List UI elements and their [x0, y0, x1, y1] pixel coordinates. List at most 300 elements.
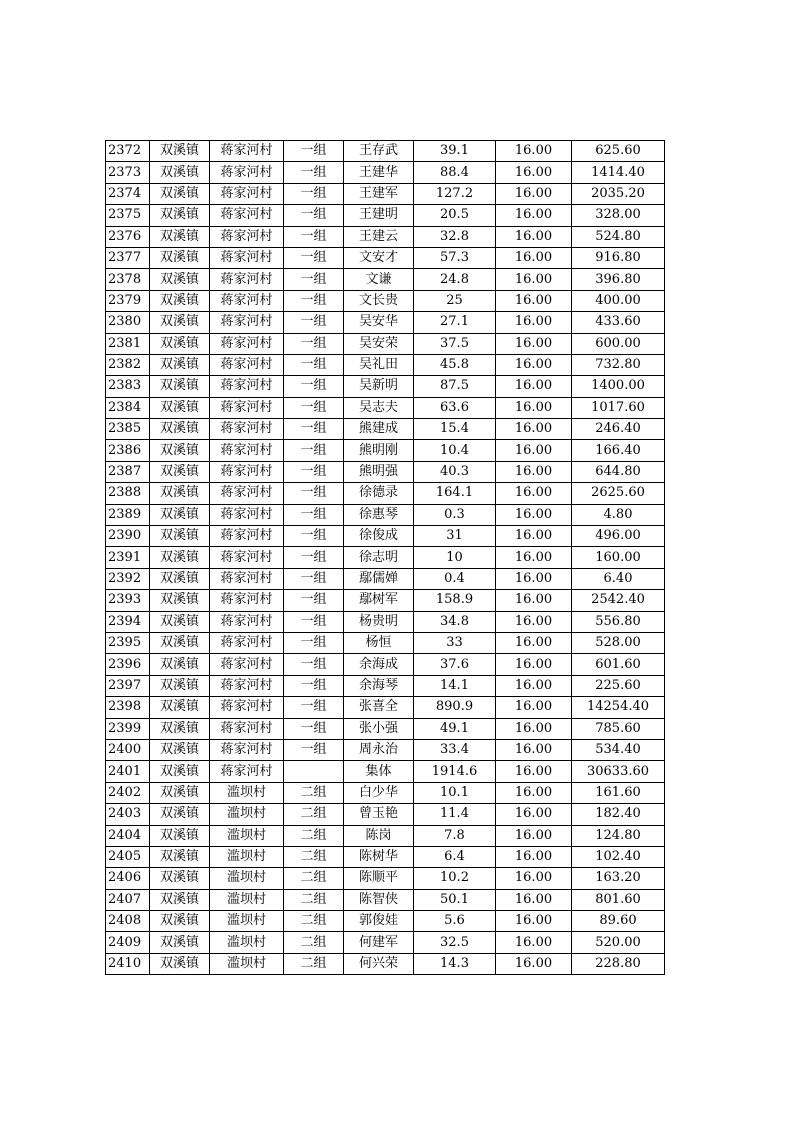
town-cell: 双溪镇 — [150, 141, 210, 162]
group-cell: 一组 — [284, 333, 344, 354]
village-cell: 滥坝村 — [210, 911, 284, 932]
rate-cell: 16.00 — [496, 718, 572, 739]
village-cell: 滥坝村 — [210, 804, 284, 825]
village-cell: 蒋家河村 — [210, 568, 284, 589]
area-cell: 40.3 — [414, 461, 496, 482]
village-cell: 蒋家河村 — [210, 526, 284, 547]
row-number-cell: 2393 — [106, 590, 150, 611]
town-cell: 双溪镇 — [150, 440, 210, 461]
group-cell: 二组 — [284, 932, 344, 953]
town-cell: 双溪镇 — [150, 547, 210, 568]
town-cell: 双溪镇 — [150, 825, 210, 846]
amount-cell: 801.60 — [572, 889, 665, 910]
town-cell: 双溪镇 — [150, 675, 210, 696]
area-cell: 0.3 — [414, 504, 496, 525]
town-cell: 双溪镇 — [150, 611, 210, 632]
area-cell: 127.2 — [414, 183, 496, 204]
town-cell: 双溪镇 — [150, 911, 210, 932]
amount-cell: 1400.00 — [572, 376, 665, 397]
row-number-cell: 2373 — [106, 162, 150, 183]
group-cell: 一组 — [284, 739, 344, 760]
village-cell: 蒋家河村 — [210, 632, 284, 653]
amount-cell: 246.40 — [572, 419, 665, 440]
rate-cell: 16.00 — [496, 333, 572, 354]
town-cell: 双溪镇 — [150, 782, 210, 803]
amount-cell: 520.00 — [572, 932, 665, 953]
table-row — [106, 590, 665, 611]
village-cell: 蒋家河村 — [210, 269, 284, 290]
table-row — [106, 718, 665, 739]
amount-cell: 524.80 — [572, 226, 665, 247]
area-cell: 37.6 — [414, 654, 496, 675]
amount-cell: 625.60 — [572, 141, 665, 162]
amount-cell: 534.40 — [572, 739, 665, 760]
row-number-cell: 2388 — [106, 483, 150, 504]
town-cell: 双溪镇 — [150, 718, 210, 739]
rate-cell: 16.00 — [496, 141, 572, 162]
village-cell: 蒋家河村 — [210, 397, 284, 418]
group-cell: 一组 — [284, 654, 344, 675]
area-cell: 1914.6 — [414, 761, 496, 782]
group-cell: 二组 — [284, 825, 344, 846]
table-row — [106, 141, 665, 162]
amount-cell: 556.80 — [572, 611, 665, 632]
town-cell: 双溪镇 — [150, 376, 210, 397]
area-cell: 5.6 — [414, 911, 496, 932]
rate-cell: 16.00 — [496, 183, 572, 204]
group-cell: 一组 — [284, 611, 344, 632]
table-row — [106, 397, 665, 418]
rate-cell: 16.00 — [496, 825, 572, 846]
town-cell: 双溪镇 — [150, 868, 210, 889]
group-cell: 一组 — [284, 141, 344, 162]
row-number-cell: 2405 — [106, 846, 150, 867]
group-cell: 一组 — [284, 162, 344, 183]
name-cell: 王存武 — [344, 141, 414, 162]
row-number-cell: 2382 — [106, 354, 150, 375]
area-cell: 63.6 — [414, 397, 496, 418]
village-cell: 蒋家河村 — [210, 247, 284, 268]
village-cell: 滥坝村 — [210, 932, 284, 953]
name-cell: 杨贵明 — [344, 611, 414, 632]
name-cell: 吴礼田 — [344, 354, 414, 375]
name-cell: 徐德录 — [344, 483, 414, 504]
amount-cell: 2625.60 — [572, 483, 665, 504]
rate-cell: 16.00 — [496, 654, 572, 675]
area-cell: 32.8 — [414, 226, 496, 247]
amount-cell: 528.00 — [572, 632, 665, 653]
group-cell: 一组 — [284, 675, 344, 696]
village-cell: 蒋家河村 — [210, 697, 284, 718]
group-cell: 一组 — [284, 526, 344, 547]
row-number-cell: 2380 — [106, 312, 150, 333]
rate-cell: 16.00 — [496, 889, 572, 910]
rate-cell: 16.00 — [496, 205, 572, 226]
row-number-cell: 2398 — [106, 697, 150, 718]
village-cell: 蒋家河村 — [210, 333, 284, 354]
rate-cell: 16.00 — [496, 675, 572, 696]
group-cell: 一组 — [284, 718, 344, 739]
area-cell: 57.3 — [414, 247, 496, 268]
table-row — [106, 804, 665, 825]
table-row — [106, 889, 665, 910]
name-cell: 陈树华 — [344, 846, 414, 867]
town-cell: 双溪镇 — [150, 846, 210, 867]
town-cell: 双溪镇 — [150, 526, 210, 547]
row-number-cell: 2401 — [106, 761, 150, 782]
area-cell: 88.4 — [414, 162, 496, 183]
table-row — [106, 461, 665, 482]
group-cell: 一组 — [284, 269, 344, 290]
group-cell: 一组 — [284, 697, 344, 718]
town-cell: 双溪镇 — [150, 483, 210, 504]
row-number-cell: 2397 — [106, 675, 150, 696]
group-cell: 二组 — [284, 953, 344, 974]
town-cell: 双溪镇 — [150, 333, 210, 354]
rate-cell: 16.00 — [496, 911, 572, 932]
row-number-cell: 2410 — [106, 953, 150, 974]
group-cell: 一组 — [284, 354, 344, 375]
group-cell: 一组 — [284, 312, 344, 333]
group-cell: 一组 — [284, 205, 344, 226]
name-cell: 熊明强 — [344, 461, 414, 482]
row-number-cell: 2383 — [106, 376, 150, 397]
rate-cell: 16.00 — [496, 312, 572, 333]
row-number-cell: 2400 — [106, 739, 150, 760]
area-cell: 14.3 — [414, 953, 496, 974]
row-number-cell: 2377 — [106, 247, 150, 268]
village-cell: 蒋家河村 — [210, 419, 284, 440]
town-cell: 双溪镇 — [150, 632, 210, 653]
name-cell: 郭俊娃 — [344, 911, 414, 932]
area-cell: 37.5 — [414, 333, 496, 354]
area-cell: 10.2 — [414, 868, 496, 889]
village-cell: 蒋家河村 — [210, 162, 284, 183]
group-cell: 一组 — [284, 226, 344, 247]
group-cell: 一组 — [284, 483, 344, 504]
name-cell: 余海琴 — [344, 675, 414, 696]
rate-cell: 16.00 — [496, 461, 572, 482]
area-cell: 158.9 — [414, 590, 496, 611]
town-cell: 双溪镇 — [150, 226, 210, 247]
town-cell: 双溪镇 — [150, 590, 210, 611]
name-cell: 王建华 — [344, 162, 414, 183]
amount-cell: 732.80 — [572, 354, 665, 375]
table-row — [106, 269, 665, 290]
name-cell: 文安才 — [344, 247, 414, 268]
rate-cell: 16.00 — [496, 440, 572, 461]
row-number-cell: 2384 — [106, 397, 150, 418]
village-cell: 滥坝村 — [210, 846, 284, 867]
table-row — [106, 504, 665, 525]
table-row — [106, 782, 665, 803]
village-cell: 蒋家河村 — [210, 590, 284, 611]
group-cell: 一组 — [284, 504, 344, 525]
rate-cell: 16.00 — [496, 953, 572, 974]
name-cell: 徐俊成 — [344, 526, 414, 547]
town-cell: 双溪镇 — [150, 889, 210, 910]
rate-cell: 16.00 — [496, 739, 572, 760]
village-cell: 蒋家河村 — [210, 547, 284, 568]
name-cell: 陈智侠 — [344, 889, 414, 910]
row-number-cell: 2403 — [106, 804, 150, 825]
area-cell: 10 — [414, 547, 496, 568]
village-cell: 滥坝村 — [210, 868, 284, 889]
row-number-cell: 2372 — [106, 141, 150, 162]
town-cell: 双溪镇 — [150, 419, 210, 440]
name-cell: 文谦 — [344, 269, 414, 290]
area-cell: 164.1 — [414, 483, 496, 504]
village-cell: 蒋家河村 — [210, 461, 284, 482]
town-cell: 双溪镇 — [150, 804, 210, 825]
name-cell: 张喜全 — [344, 697, 414, 718]
area-cell: 24.8 — [414, 269, 496, 290]
village-cell: 蒋家河村 — [210, 718, 284, 739]
row-number-cell: 2399 — [106, 718, 150, 739]
group-cell: 一组 — [284, 376, 344, 397]
town-cell: 双溪镇 — [150, 697, 210, 718]
village-cell: 蒋家河村 — [210, 440, 284, 461]
name-cell: 集体 — [344, 761, 414, 782]
area-cell: 14.1 — [414, 675, 496, 696]
name-cell: 吴安华 — [344, 312, 414, 333]
row-number-cell: 2378 — [106, 269, 150, 290]
group-cell: 一组 — [284, 632, 344, 653]
amount-cell: 328.00 — [572, 205, 665, 226]
table-row — [106, 547, 665, 568]
table-row — [106, 290, 665, 311]
area-cell: 87.5 — [414, 376, 496, 397]
amount-cell: 6.40 — [572, 568, 665, 589]
area-cell: 45.8 — [414, 354, 496, 375]
village-cell: 蒋家河村 — [210, 739, 284, 760]
name-cell: 吴志夫 — [344, 397, 414, 418]
area-cell: 32.5 — [414, 932, 496, 953]
table-row — [106, 953, 665, 974]
village-cell: 滥坝村 — [210, 825, 284, 846]
rate-cell: 16.00 — [496, 290, 572, 311]
name-cell: 陈顺平 — [344, 868, 414, 889]
rate-cell: 16.00 — [496, 269, 572, 290]
area-cell: 33.4 — [414, 739, 496, 760]
row-number-cell: 2408 — [106, 911, 150, 932]
rate-cell: 16.00 — [496, 804, 572, 825]
row-number-cell: 2389 — [106, 504, 150, 525]
row-number-cell: 2409 — [106, 932, 150, 953]
amount-cell: 1414.40 — [572, 162, 665, 183]
table-row — [106, 611, 665, 632]
rate-cell: 16.00 — [496, 526, 572, 547]
table-row — [106, 932, 665, 953]
group-cell: 一组 — [284, 247, 344, 268]
amount-cell: 228.80 — [572, 953, 665, 974]
amount-cell: 182.40 — [572, 804, 665, 825]
name-cell: 王建军 — [344, 183, 414, 204]
rate-cell: 16.00 — [496, 397, 572, 418]
area-cell: 15.4 — [414, 419, 496, 440]
row-number-cell: 2407 — [106, 889, 150, 910]
name-cell: 曾玉艳 — [344, 804, 414, 825]
area-cell: 0.4 — [414, 568, 496, 589]
name-cell: 鄢儒婵 — [344, 568, 414, 589]
village-cell: 蒋家河村 — [210, 141, 284, 162]
area-cell: 31 — [414, 526, 496, 547]
rate-cell: 16.00 — [496, 590, 572, 611]
village-cell: 蒋家河村 — [210, 675, 284, 696]
village-cell: 蒋家河村 — [210, 376, 284, 397]
village-cell: 蒋家河村 — [210, 654, 284, 675]
town-cell: 双溪镇 — [150, 654, 210, 675]
group-cell: 一组 — [284, 419, 344, 440]
rate-cell: 16.00 — [496, 782, 572, 803]
town-cell: 双溪镇 — [150, 761, 210, 782]
group-cell: 二组 — [284, 911, 344, 932]
group-cell: 一组 — [284, 397, 344, 418]
row-number-cell: 2395 — [106, 632, 150, 653]
table-row — [106, 483, 665, 504]
table-row — [106, 911, 665, 932]
village-cell: 蒋家河村 — [210, 483, 284, 504]
area-cell: 10.1 — [414, 782, 496, 803]
area-cell: 11.4 — [414, 804, 496, 825]
rate-cell: 16.00 — [496, 483, 572, 504]
data-table — [105, 140, 665, 975]
amount-cell: 102.40 — [572, 846, 665, 867]
rate-cell: 16.00 — [496, 376, 572, 397]
amount-cell: 1017.60 — [572, 397, 665, 418]
area-cell: 7.8 — [414, 825, 496, 846]
table-row — [106, 846, 665, 867]
area-cell: 27.1 — [414, 312, 496, 333]
table-row — [106, 654, 665, 675]
village-cell: 滥坝村 — [210, 953, 284, 974]
table-body — [106, 141, 665, 975]
amount-cell: 396.80 — [572, 269, 665, 290]
amount-cell: 163.20 — [572, 868, 665, 889]
amount-cell: 225.60 — [572, 675, 665, 696]
rate-cell: 16.00 — [496, 697, 572, 718]
town-cell: 双溪镇 — [150, 354, 210, 375]
group-cell — [284, 761, 344, 782]
row-number-cell: 2379 — [106, 290, 150, 311]
rate-cell: 16.00 — [496, 162, 572, 183]
row-number-cell: 2376 — [106, 226, 150, 247]
village-cell: 蒋家河村 — [210, 183, 284, 204]
row-number-cell: 2392 — [106, 568, 150, 589]
row-number-cell: 2385 — [106, 419, 150, 440]
table-row — [106, 526, 665, 547]
rate-cell: 16.00 — [496, 632, 572, 653]
row-number-cell: 2390 — [106, 526, 150, 547]
row-number-cell: 2375 — [106, 205, 150, 226]
name-cell: 张小强 — [344, 718, 414, 739]
rate-cell: 16.00 — [496, 868, 572, 889]
amount-cell: 916.80 — [572, 247, 665, 268]
town-cell: 双溪镇 — [150, 953, 210, 974]
amount-cell: 161.60 — [572, 782, 665, 803]
rate-cell: 16.00 — [496, 247, 572, 268]
name-cell: 周永治 — [344, 739, 414, 760]
row-number-cell: 2387 — [106, 461, 150, 482]
amount-cell: 2542.40 — [572, 590, 665, 611]
table-row — [106, 739, 665, 760]
table-row — [106, 697, 665, 718]
group-cell: 二组 — [284, 846, 344, 867]
area-cell: 10.4 — [414, 440, 496, 461]
village-cell: 蒋家河村 — [210, 290, 284, 311]
group-cell: 一组 — [284, 547, 344, 568]
group-cell: 一组 — [284, 590, 344, 611]
row-number-cell: 2381 — [106, 333, 150, 354]
town-cell: 双溪镇 — [150, 739, 210, 760]
amount-cell: 785.60 — [572, 718, 665, 739]
row-number-cell: 2391 — [106, 547, 150, 568]
rate-cell: 16.00 — [496, 611, 572, 632]
table-row — [106, 162, 665, 183]
group-cell: 一组 — [284, 183, 344, 204]
row-number-cell: 2396 — [106, 654, 150, 675]
name-cell: 徐志明 — [344, 547, 414, 568]
area-cell: 20.5 — [414, 205, 496, 226]
area-cell: 33 — [414, 632, 496, 653]
name-cell: 王建明 — [344, 205, 414, 226]
name-cell: 何建军 — [344, 932, 414, 953]
name-cell: 杨恒 — [344, 632, 414, 653]
name-cell: 王建云 — [344, 226, 414, 247]
area-cell: 6.4 — [414, 846, 496, 867]
town-cell: 双溪镇 — [150, 932, 210, 953]
area-cell: 25 — [414, 290, 496, 311]
town-cell: 双溪镇 — [150, 461, 210, 482]
amount-cell: 496.00 — [572, 526, 665, 547]
group-cell: 二组 — [284, 782, 344, 803]
table-row — [106, 440, 665, 461]
row-number-cell: 2406 — [106, 868, 150, 889]
amount-cell: 433.60 — [572, 312, 665, 333]
village-cell: 蒋家河村 — [210, 611, 284, 632]
row-number-cell: 2374 — [106, 183, 150, 204]
name-cell: 文长贵 — [344, 290, 414, 311]
town-cell: 双溪镇 — [150, 247, 210, 268]
name-cell: 陈岗 — [344, 825, 414, 846]
town-cell: 双溪镇 — [150, 205, 210, 226]
amount-cell: 644.80 — [572, 461, 665, 482]
rate-cell: 16.00 — [496, 354, 572, 375]
table-row — [106, 868, 665, 889]
name-cell: 熊建成 — [344, 419, 414, 440]
town-cell: 双溪镇 — [150, 290, 210, 311]
name-cell: 吴安荣 — [344, 333, 414, 354]
area-cell: 50.1 — [414, 889, 496, 910]
town-cell: 双溪镇 — [150, 504, 210, 525]
town-cell: 双溪镇 — [150, 162, 210, 183]
name-cell: 白少华 — [344, 782, 414, 803]
group-cell: 一组 — [284, 290, 344, 311]
village-cell: 蒋家河村 — [210, 761, 284, 782]
table-row — [106, 675, 665, 696]
table-row — [106, 419, 665, 440]
amount-cell: 600.00 — [572, 333, 665, 354]
row-number-cell: 2386 — [106, 440, 150, 461]
amount-cell: 166.40 — [572, 440, 665, 461]
rate-cell: 16.00 — [496, 504, 572, 525]
village-cell: 蒋家河村 — [210, 205, 284, 226]
rate-cell: 16.00 — [496, 846, 572, 867]
amount-cell: 89.60 — [572, 911, 665, 932]
group-cell: 一组 — [284, 461, 344, 482]
town-cell: 双溪镇 — [150, 312, 210, 333]
table-row — [106, 247, 665, 268]
